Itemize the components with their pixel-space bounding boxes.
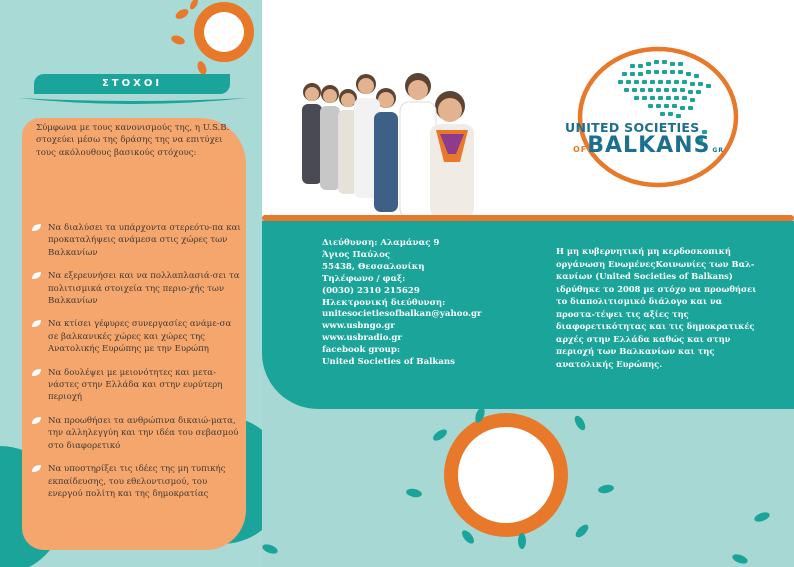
- goal-text: Να υποστηρίξει τις ιδέες της μη τυπικής εκπαίδευσης, του εθελοντισμού, του ενεργού πολίτη και της δημοκρατίας: [48, 464, 226, 499]
- logo-line-balkans: [567, 133, 724, 158]
- goals-list: [28, 222, 242, 500]
- contact-line: www.usbradio.gr: [322, 333, 402, 344]
- contact-line: Διεύθυνση: Αλαμάνας 9: [322, 238, 440, 248]
- sun-decoration-top: [150, 0, 262, 80]
- leaf-bullet-icon: [31, 368, 42, 377]
- goals-intro: Σύμφωνα με τους κανονισμούς της, η U.S.B. στοχεύει μέσω της δράσης της να επιτύχει τους ακόλουθους βασικούς στόχους:: [36, 123, 230, 158]
- goal-text: Να εξερευνήσει και να πολλαπλασιά-σει τα πολιτισμικά στοιχεία της περιο-χής των Βαλκανίων: [48, 271, 240, 307]
- about-organization: Η μη κυβερνητική μη κερδοσκοπική οργάνωση ΕνωμένεςΚοινωνίες των Βαλ-κανίων (United Societies of Balkans) ιδρύθηκε το 2008 με στόχο να προωθήσει το διαπολιτισμικό διάλογο και να προστα-τέψει τις αξίες της διαφορετικότητας και τις δημοκρατικές αρχές στην Ελλάδα καθώς και στην περιοχή των Βαλκανίων και της ανατολικής Ευρώπης.: [556, 246, 757, 369]
- logo-of: OF: [573, 145, 588, 154]
- goal-item: [28, 270, 242, 307]
- goal-text: Να δουλέψει με μειονότητες και μετα-νάστες στην Ελλάδα και στην ευρύτερη περιοχή: [48, 367, 223, 403]
- group-of-young-people-image: [290, 58, 494, 218]
- leaf-bullet-icon: [31, 223, 42, 232]
- contact-line: Άγιος Παύλος: [322, 249, 391, 260]
- leaf-bullet-icon: [31, 416, 42, 425]
- logo-line-united-societies: UNITED SOCIETIES: [565, 120, 700, 135]
- logo-country: GR: [712, 147, 724, 154]
- contact-info: [322, 238, 532, 369]
- goals-heading: ΣΤΟΧΟΙ: [34, 74, 230, 94]
- contact-line: 55438, Θεσσαλονίκη: [322, 261, 425, 272]
- usb-logo-wordmark: [565, 120, 724, 158]
- leaf-bullet-icon: [31, 464, 42, 473]
- goal-item: [28, 222, 242, 259]
- goal-item: [28, 318, 242, 355]
- contact-line: (0030) 2310 215629: [322, 285, 420, 296]
- logo-balkans: BALKANS: [587, 133, 711, 158]
- contact-line: unitesocietiesofbalkan@yahoo.gr: [322, 309, 482, 320]
- contact-line: Ηλεκτρονική διεύθυνση:: [322, 297, 446, 308]
- contact-line: Τηλέφωνο / φαξ:: [322, 273, 406, 284]
- leaf-divider: [18, 96, 248, 106]
- goal-item: [28, 463, 242, 500]
- contact-line: www.usbngo.gr: [322, 321, 395, 332]
- leaf-decorations: [262, 409, 794, 567]
- contact-line: United Societies of Balkans: [322, 357, 456, 368]
- leaf-bullet-icon: [31, 271, 42, 280]
- contact-line: facebook group:: [322, 345, 401, 356]
- usb-logo-graphic: [548, 42, 768, 192]
- leaf-bullet-icon: [31, 319, 42, 328]
- goal-text: Να διαλύσει τα υπάρχοντα στερεότυ-πα και προκαταλήψεις ανάμεσα στις χώρες των Βαλκανίων: [48, 223, 241, 258]
- goal-item: [28, 415, 242, 452]
- goal-text: Να κτίσει γέφυρες συνεργασίες ανάμε-σα σε βαλκανικές χώρες και χώρες της Ανατολικής Ευρώπης με την Ευρώπη: [48, 319, 232, 355]
- goal-text: Να προωθήσει τα ανθρώπινα δικαιώ-ματα, την αλληλεγγύη και την ιδέα του σεβασμού στο διαφορετικό: [48, 415, 239, 451]
- goal-item: [28, 367, 242, 404]
